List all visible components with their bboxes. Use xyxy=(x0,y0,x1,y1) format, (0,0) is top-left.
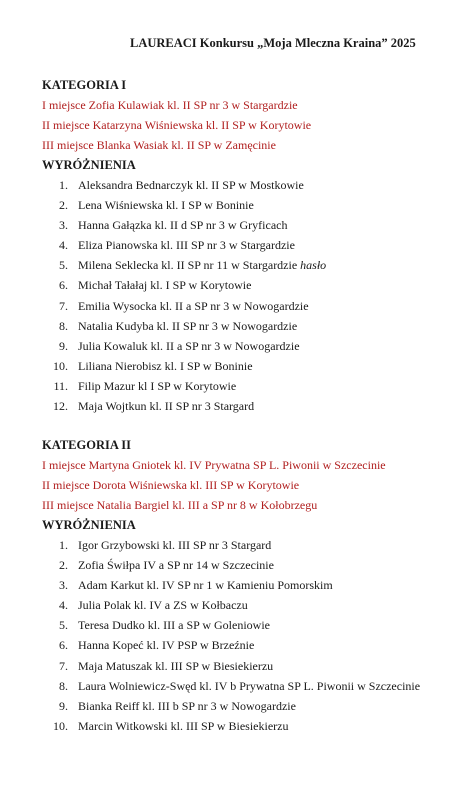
list-item-number: 5. xyxy=(59,258,68,273)
list-item-text: Teresa Dudko kl. III a SP w Goleniowie xyxy=(78,618,271,633)
list-item-text: Hanna Gałązka kl. II d SP nr 3 w Gryficach xyxy=(78,218,288,233)
list-item-text: Marcin Witkowski kl. III SP w Biesiekierzu xyxy=(78,718,289,733)
list-item-number: 1. xyxy=(59,178,68,192)
category-1-second-place: II miejsce Katarzyna Wiśniewska kl. II SP w Korytowie xyxy=(42,118,312,132)
category-1-honors-heading: WYRÓŻNIENIA xyxy=(42,158,136,172)
category-2-section xyxy=(42,435,442,736)
list-item-text: Liliana Nierobisz kl. I SP w Boninie xyxy=(78,358,253,373)
list-item-number: 7. xyxy=(59,298,68,313)
list-item xyxy=(42,595,442,615)
list-item-number: 7. xyxy=(59,658,68,673)
list-item xyxy=(42,215,442,235)
list-item-text: Milena Seklecka kl. II SP nr 11 w Stargardzie xyxy=(78,258,298,273)
category-1-section xyxy=(42,75,442,416)
category-2-honors-heading: WYRÓŻNIENIA xyxy=(42,518,136,532)
list-item-number: 8. xyxy=(59,678,68,693)
list-item-text: Igor Grzybowski kl. III SP nr 3 Stargard xyxy=(78,538,272,552)
list-item-number: 4. xyxy=(59,238,68,253)
list-item-note: hasło xyxy=(300,258,327,273)
list-item xyxy=(42,575,442,595)
list-item-number: 9. xyxy=(59,338,68,353)
category-1-third-place: III miejsce Blanka Wasiak kl. II SP w Zamęcinie xyxy=(42,138,276,152)
list-item-text: Adam Karkut kl. IV SP nr 1 w Kamieniu Pomorskim xyxy=(78,578,333,593)
list-item xyxy=(42,316,442,336)
list-item-text: Emilia Wysocka kl. II a SP nr 3 w Nowogardzie xyxy=(78,298,309,313)
category-1-first-place: I miejsce Zofia Kulawiak kl. II SP nr 3 w Stargardzie xyxy=(42,98,298,112)
list-item-text: Maja Wojtkun kl. II SP nr 3 Stargard xyxy=(78,399,255,414)
list-item xyxy=(42,696,442,716)
list-item-text: Michał Tałałaj kl. I SP w Korytowie xyxy=(78,278,252,293)
category-1-heading: KATEGORIA I xyxy=(42,78,127,92)
list-item-text: Aleksandra Bednarczyk kl. II SP w Mostkowie xyxy=(78,178,304,192)
list-item xyxy=(42,235,442,255)
list-item-text: Eliza Pianowska kl. III SP nr 3 w Stargardzie xyxy=(78,238,295,253)
list-item-number: 12. xyxy=(53,399,68,414)
category-2-third-place: III miejsce Natalia Bargiel kl. III a SP nr 8 w Kołobrzegu xyxy=(42,498,318,512)
list-item-number: 1. xyxy=(59,538,68,552)
list-item-text: Lena Wiśniewska kl. I SP w Boninie xyxy=(78,198,254,213)
list-item-number: 10. xyxy=(53,358,68,373)
list-item-text: Hanna Kopeć kl. IV PSP w Brzeźnie xyxy=(78,638,255,653)
category-2-honors-list xyxy=(42,535,442,736)
list-item xyxy=(42,275,442,295)
category-2-second-place: II miejsce Dorota Wiśniewska kl. III SP w Korytowie xyxy=(42,478,300,492)
list-item-text: Julia Polak kl. IV a ZS w Kołbaczu xyxy=(78,598,248,613)
list-item-number: 6. xyxy=(59,278,68,293)
list-item-number: 8. xyxy=(59,318,68,333)
list-item-text: Bianka Reiff kl. III b SP nr 3 w Nowogardzie xyxy=(78,698,296,713)
list-item xyxy=(42,615,442,635)
list-item xyxy=(42,635,442,655)
list-item xyxy=(42,676,442,696)
list-item xyxy=(42,356,442,376)
list-item-text: Zofia Świłpa IV a SP nr 14 w Szczecinie xyxy=(78,558,274,573)
list-item-text: Natalia Kudyba kl. II SP nr 3 w Nowogardzie xyxy=(78,318,298,333)
list-item xyxy=(42,535,442,555)
list-item-number: 10. xyxy=(53,718,68,733)
list-item xyxy=(42,656,442,676)
list-item-number: 3. xyxy=(59,218,68,233)
list-item-text: Julia Kowaluk kl. II a SP nr 3 w Nowogardzie xyxy=(78,338,300,353)
category-2-heading: KATEGORIA II xyxy=(42,438,132,452)
list-item xyxy=(42,195,442,215)
list-item xyxy=(42,376,442,396)
list-item-number: 5. xyxy=(59,618,68,633)
category-2-first-place: I miejsce Martyna Gniotek kl. IV Prywatna SP L. Piwonii w Szczecinie xyxy=(42,458,386,472)
list-item xyxy=(42,296,442,316)
list-item-text: Filip Mazur kl I SP w Korytowie xyxy=(78,378,237,393)
list-item-number: 3. xyxy=(59,578,68,593)
list-item-text: Laura Wolniewicz-Swęd kl. IV b Prywatna SP L. Piwonii w Szczecinie xyxy=(78,678,421,693)
list-item-number: 9. xyxy=(59,698,68,713)
category-1-honors-list xyxy=(42,175,442,416)
list-item-number: 2. xyxy=(59,198,68,213)
list-item xyxy=(42,716,442,736)
list-item xyxy=(42,555,442,575)
list-item-number: 6. xyxy=(59,638,68,653)
list-item xyxy=(42,255,442,275)
list-item-number: 4. xyxy=(59,598,68,613)
document-title: LAUREACI Konkursu „Moja Mleczna Kraina” 2025 xyxy=(130,36,416,50)
list-item-number: 2. xyxy=(59,558,68,573)
list-item xyxy=(42,396,442,416)
list-item xyxy=(42,336,442,356)
list-item-text: Maja Matuszak kl. III SP w Biesiekierzu xyxy=(78,658,274,673)
list-item xyxy=(42,175,442,195)
list-item-number: 11. xyxy=(53,378,68,393)
